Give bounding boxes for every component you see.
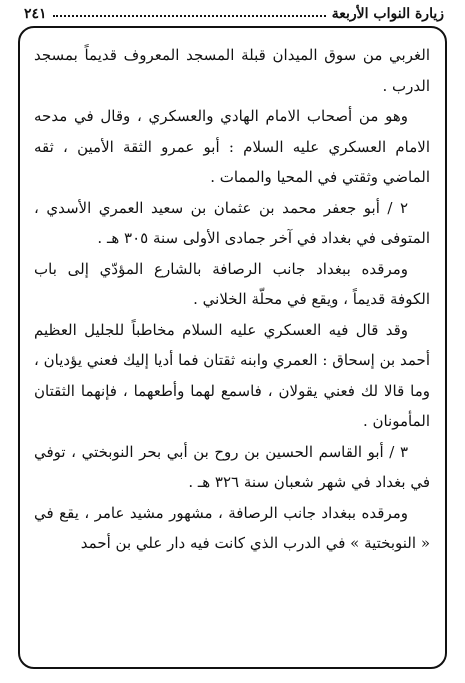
paragraph-7: ومرقده ببغداد جانب الرصافة ، مشهور مشيد عامر ، يقع في « النوبختية » في الدرب الذي كانت فيه دار علي بن أحمد (34, 503, 430, 552)
page-number: ٢٤١ (24, 6, 47, 22)
dotted-leader (53, 15, 326, 17)
paragraph-1: الغربي من سوق الميدان قبلة المسجد المعروف قديماً بمسجد الدرب . (34, 46, 430, 95)
running-title: زيارة النواب الأربعة (331, 6, 444, 22)
page-body (34, 40, 430, 559)
paragraph-6: ٣ / أبو القاسم الحسين بن روح بن أبي بحر النوبختي ، توفي في بغداد في شهر شعبان سنة ٣٢٦ هـ . (34, 442, 430, 491)
paragraph-5: وقد قال فيه العسكري عليه السلام مخاطباً للجليل العظيم أحمد بن إسحاق : العمري وابنه ثقتان فما أديا إليك فعني يؤديان ، وما قالا لك فعني يقولان ، فاسمع لهما وأطعهما ، فإنهما الثقتان المأمونان . (34, 320, 430, 430)
paragraph-3: ٢ / أبو جعفر محمد بن عثمان بن سعيد العمري الأسدي ، المتوفى في بغداد في آخر جمادى الأولى سنة ٣٠٥ هـ . (34, 198, 430, 247)
page-header (24, 4, 444, 24)
paragraph-4: ومرقده ببغداد جانب الرصافة بالشارع المؤدّي إلى باب الكوفة قديماً ، ويقع في محلّة الخلاني . (34, 259, 430, 308)
paragraph-2: وهو من أصحاب الامام الهادي والعسكري ، وقال في مدحه الامام العسكري عليه السلام : أبو عمرو الثقة الأمين ، ثقه الماضي وثقتي في المحيا والممات . (34, 107, 430, 186)
